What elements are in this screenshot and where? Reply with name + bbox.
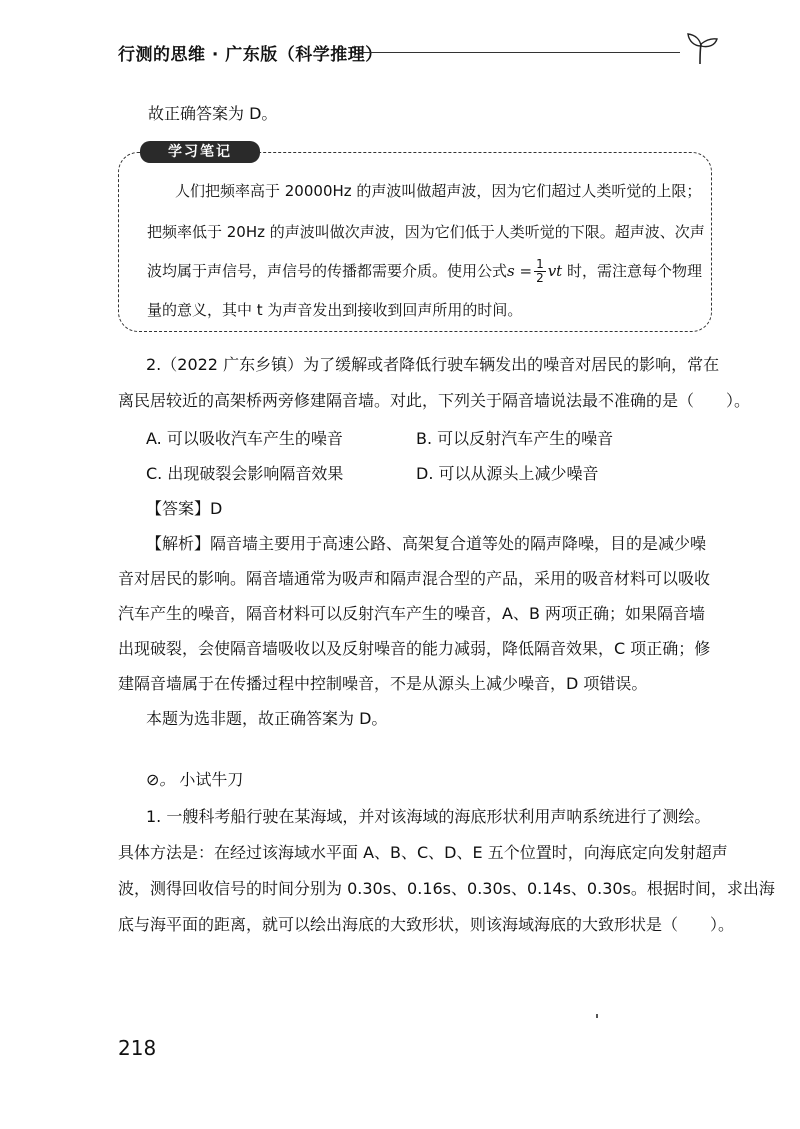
header-title: 行测的思维 · 广东版（科学推理） xyxy=(118,45,383,65)
notes-line: 把频率低于 20Hz 的声波叫做次声波，因为它们低于人类听觉的下限。超声波、次声 xyxy=(147,223,705,241)
answer-label: 【答案】D xyxy=(146,499,223,518)
fraction-denominator: 2 xyxy=(536,271,544,285)
page-number: 218 xyxy=(118,1036,157,1060)
notes-tag: 学习笔记 xyxy=(140,141,260,163)
notes-formula-after: 时，需注意每个物理 xyxy=(562,262,702,280)
page-header xyxy=(118,30,718,70)
option-c: C. 出现破裂会影响隔音效果 xyxy=(146,464,344,483)
notes-formula-line xyxy=(147,258,702,285)
option-a: A. 可以吸收汽车产生的噪音 xyxy=(146,429,343,448)
formula-lhs: s = xyxy=(507,262,533,280)
scan-speck xyxy=(596,1014,598,1018)
practice-title: 小试牛刀 xyxy=(179,770,244,789)
analysis-line: 出现破裂，会使隔音墙吸收以及反射噪音的能力减弱，降低隔音效果，C 项正确；修 xyxy=(118,639,711,658)
question-stem: 2.（2022 广东乡镇）为了缓解或者降低行驶车辆发出的噪音对居民的影响，常在 xyxy=(146,355,720,374)
question-stem: 离民居较近的高架桥两旁修建隔音墙。对此，下列关于隔音墙说法最不准确的是（ ）。 xyxy=(118,391,751,410)
practice-line: 波，测得回收信号的时间分别为 0.30s、0.16s、0.30s、0.14s、0.30s。根据时间，求出海 xyxy=(118,879,775,898)
formula-rhs: vt xyxy=(547,262,563,280)
fraction-numerator: 1 xyxy=(536,257,544,271)
notes-line: 人们把频率高于 20000Hz 的声波叫做超声波，因为它们超过人类听觉的上限； xyxy=(175,182,702,200)
formula-fraction xyxy=(534,258,546,285)
option-b: B. 可以反射汽车产生的噪音 xyxy=(416,429,614,448)
analysis-line: 汽车产生的噪音，隔音材料可以反射汽车产生的噪音，A、B 两项正确；如果隔音墙 xyxy=(118,604,706,623)
practice-heading xyxy=(146,769,243,791)
notes-formula-before: 波均属于声信号，声信号的传播都需要介质。使用公式 xyxy=(147,262,508,280)
practice-line: 1. 一艘科考船行驶在某海域，并对该海域的海底形状利用声呐系统进行了测绘。 xyxy=(146,807,711,826)
practice-line: 具体方法是：在经过该海域水平面 A、B、C、D、E 五个位置时，向海底定向发射超声 xyxy=(118,843,728,862)
header-rule xyxy=(358,52,680,53)
section-marker-icon: ⊘。 xyxy=(146,770,176,789)
previous-conclusion: 故正确答案为 D。 xyxy=(148,104,278,123)
practice-line: 底与海平面的距离，就可以绘出海底的大致形状，则该海域海底的大致形状是（ ）。 xyxy=(118,915,735,934)
notes-line: 量的意义，其中 t 为声音发出到接收到回声所用的时间。 xyxy=(147,301,523,319)
sprout-icon xyxy=(680,30,720,66)
analysis-line: 【解析】隔音墙主要用于高速公路、高架复合道等处的隔声降噪，目的是减少噪 xyxy=(146,534,707,553)
analysis-line: 音对居民的影响。隔音墙通常为吸声和隔声混合型的产品，采用的吸音材料可以吸收 xyxy=(118,569,711,588)
question-conclusion: 本题为选非题，故正确答案为 D。 xyxy=(146,709,388,728)
option-d: D. 可以从源头上减少噪音 xyxy=(416,464,599,483)
analysis-line: 建隔音墙属于在传播过程中控制噪音，不是从源头上减少噪音，D 项错误。 xyxy=(118,674,648,693)
